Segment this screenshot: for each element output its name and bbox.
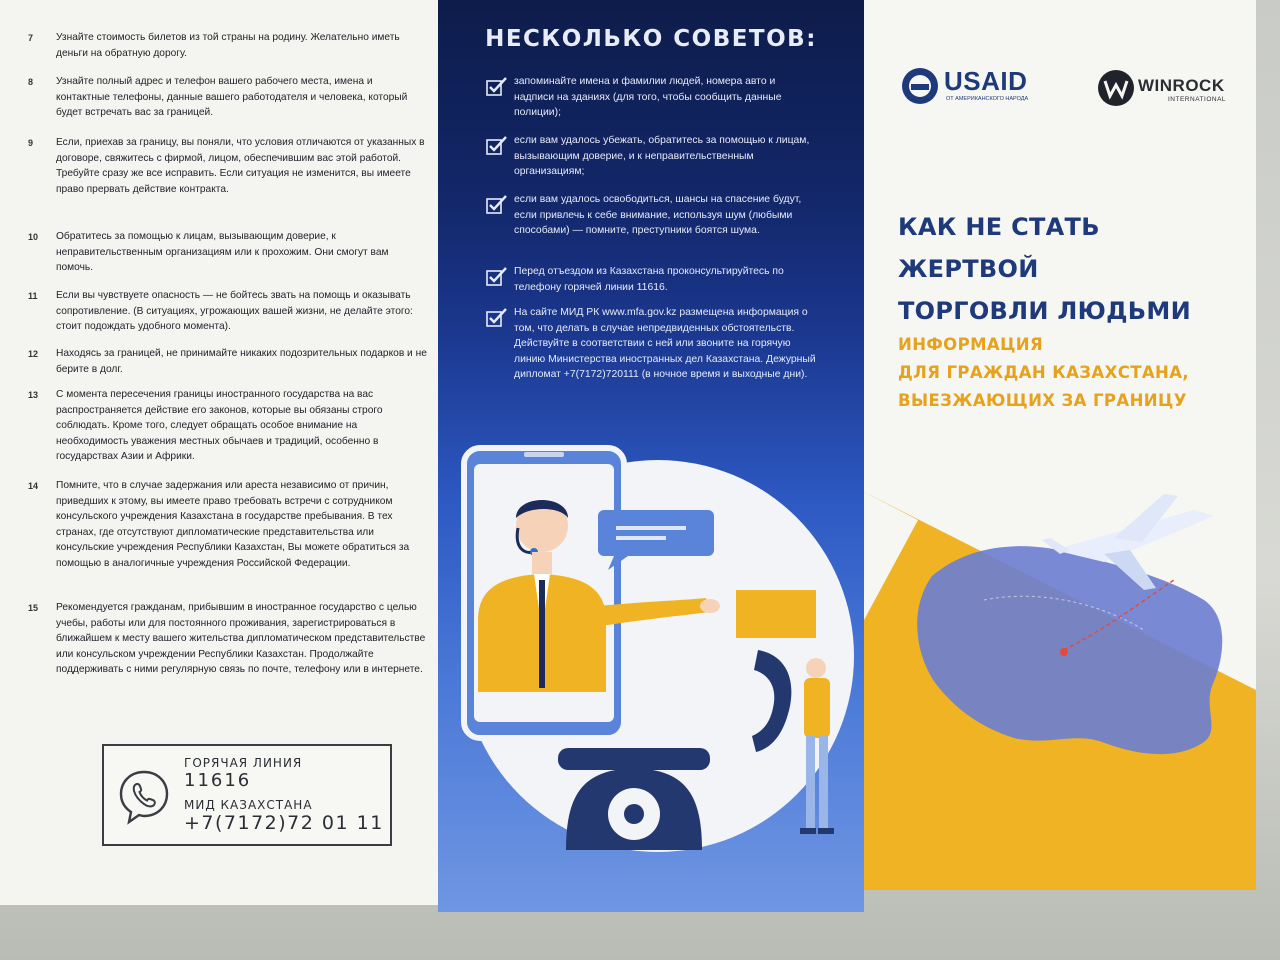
kazakhstan-map-illustration [864, 480, 1256, 890]
checkbox-icon [486, 305, 514, 383]
brochure-middle-panel [438, 0, 864, 912]
item-number: 11 [28, 291, 38, 301]
winrock-emblem-icon [1096, 68, 1136, 108]
hotline-box [102, 744, 392, 846]
item-text: Если, приехав за границу, вы поняли, что условия отличаются от указанных в договоре, свяжитесь с фирмой, лицом, обеспечившим вас этой работой. Требуйте сразу же все исправить. Если ситуация не изменится, вы имеете право прервать действие контракта. [56, 137, 425, 195]
list-item [28, 135, 428, 197]
usaid-logo [900, 62, 1040, 112]
checkbox-icon [486, 264, 514, 295]
winrock-logo-subtext: INTERNATIONAL [1168, 96, 1227, 103]
list-item [28, 30, 428, 61]
cover-subtitle [898, 331, 1248, 415]
item-text: Рекомендуется гражданам, прибывшим в иностранное государство с целью учебы, работы или для постоянного проживания, зарегистрироваться в ближайшем к месту вашего жительства дипломатическом представительстве или консульском учреждении Республики Казахстан. Продолжайте поддерживать с ними регулярную связь по почте, телефону или в интернете. [56, 602, 426, 675]
brochure-cover-panel [864, 0, 1256, 890]
item-text: Помните, что в случае задержания или ареста независимо от причин, приведших к этому, вы имеете право требовать встречи с сотрудником консульского учреждения Казахстана в государстве пребывания. В тех странах, где отсутствуют дипломатические представительства или консульские учреждения Республики Казахстан, Вы можете обратиться за помощью в аналогичные учреждения Российской Федерации. [56, 480, 410, 569]
winrock-logo [1096, 66, 1236, 110]
hotline-number: 11616 [184, 770, 252, 791]
item-text: Если вы чувствуете опасность — не бойтесь звать на помощь и оказывать сопротивление. (В ситуациях, угрожающих вашей жизни, не делайте этого: стоит подождать удобного момента). [56, 290, 413, 332]
tip-item [486, 133, 816, 180]
list-item [28, 288, 428, 335]
tip-text: Перед отъездом из Казахстана проконсультируйтесь по телефону горячей линии 11616. [514, 266, 784, 293]
usaid-logo-text: USAID [944, 66, 1028, 96]
tip-item [486, 74, 816, 121]
item-text: Узнайте полный адрес и телефон вашего рабочего места, имена и контактные телефоны, данные вашего работодателя и человека, который будет встречать вас за границей. [56, 76, 408, 118]
operator-illustration [438, 430, 864, 912]
cover-subtitle-line: ДЛЯ ГРАЖДАН КАЗАХСТАНА, [898, 363, 1190, 382]
item-text: С момента пересечения границы иностранного государства на вас распространяется действие его законов, которые вы обязаны строго соблюдать. Кроме того, следует обращать особое внимание на необходимость уважения местных обычаев и традиций, особенно в государствах Азии и Африки. [56, 389, 383, 462]
item-number: 9 [28, 138, 34, 148]
list-item [28, 387, 428, 465]
list-item [28, 346, 428, 377]
list-item [28, 478, 428, 571]
winrock-logo-text: WINROCK [1138, 76, 1225, 95]
hotline-label: ГОРЯЧАЯ ЛИНИЯ [184, 756, 303, 770]
speech-bubble-icon [598, 510, 714, 556]
brochure-left-panel [0, 0, 438, 905]
item-number: 15 [28, 603, 39, 613]
cover-subtitle-line: ИНФОРМАЦИЯ [898, 335, 1044, 354]
cover-title-line: КАК НЕ СТАТЬ ЖЕРТВОЙ [898, 213, 1100, 283]
item-number: 12 [28, 349, 39, 359]
tip-item [486, 305, 816, 383]
cover-subtitle-line: ВЫЕЗЖАЮЩИХ ЗА ГРАНИЦУ [898, 391, 1187, 410]
checkbox-icon [486, 74, 514, 121]
tip-text: запоминайте имена и фамилии людей, номера авто и надписи на зданиях (для того, чтобы сообщить данные полиции); [514, 76, 782, 118]
list-item [28, 229, 428, 276]
mfa-number: +7(7172)72 01 11 [184, 812, 384, 834]
tip-text: если вам удалось убежать, обратитесь за помощью к лицам, вызывающим доверие, и к неправительственным организациям; [514, 135, 810, 177]
usaid-logo-subtext: ОТ АМЕРИКАНСКОГО НАРОДА [946, 96, 1029, 102]
usaid-seal-icon [900, 66, 940, 106]
phone-chat-icon [118, 768, 170, 826]
checkbox-icon [486, 192, 514, 239]
tip-item [486, 264, 816, 295]
tips-title: НЕСКОЛЬКО СОВЕТОВ: [485, 26, 817, 52]
cover-title [898, 206, 1248, 332]
item-text: Узнайте стоимость билетов из той страны на родину. Желательно иметь деньги на обратную дорогу. [56, 32, 400, 59]
item-number: 7 [28, 33, 34, 43]
cover-title-line: ТОРГОВЛИ ЛЮДЬМИ [898, 297, 1191, 325]
tip-item [486, 192, 816, 239]
checkbox-icon [486, 133, 514, 180]
item-text: Обратитесь за помощью к лицам, вызывающим доверие, к неправительственным организациям или к прохожим. Они смогут вам помочь. [56, 231, 389, 273]
tip-text: если вам удалось освободиться, шансы на спасение будут, если привлечь к себе внимание, используя шум (любыми способами) — помните, преступники боятся шума. [514, 194, 802, 236]
item-number: 14 [28, 481, 39, 491]
item-number: 13 [28, 390, 39, 400]
list-item [28, 74, 428, 121]
item-text: Находясь за границей, не принимайте никаких подозрительных подарков и не берите в долг. [56, 348, 427, 375]
list-item [28, 600, 428, 678]
mfa-label: МИД КАЗАХСТАНА [184, 798, 313, 812]
item-number: 8 [28, 77, 34, 87]
tip-text: На сайте МИД РК www.mfa.gov.kz размещена информация о том, что делать в случае непредвиденных обстоятельств. Действуйте в соответствии с ней или звоните на горячую линию Министерства иностранных дел Казахстана. Дежурный дипломат +7(7172)720111 (в ночное время и выходные дни). [514, 307, 816, 380]
item-number: 10 [28, 232, 39, 242]
